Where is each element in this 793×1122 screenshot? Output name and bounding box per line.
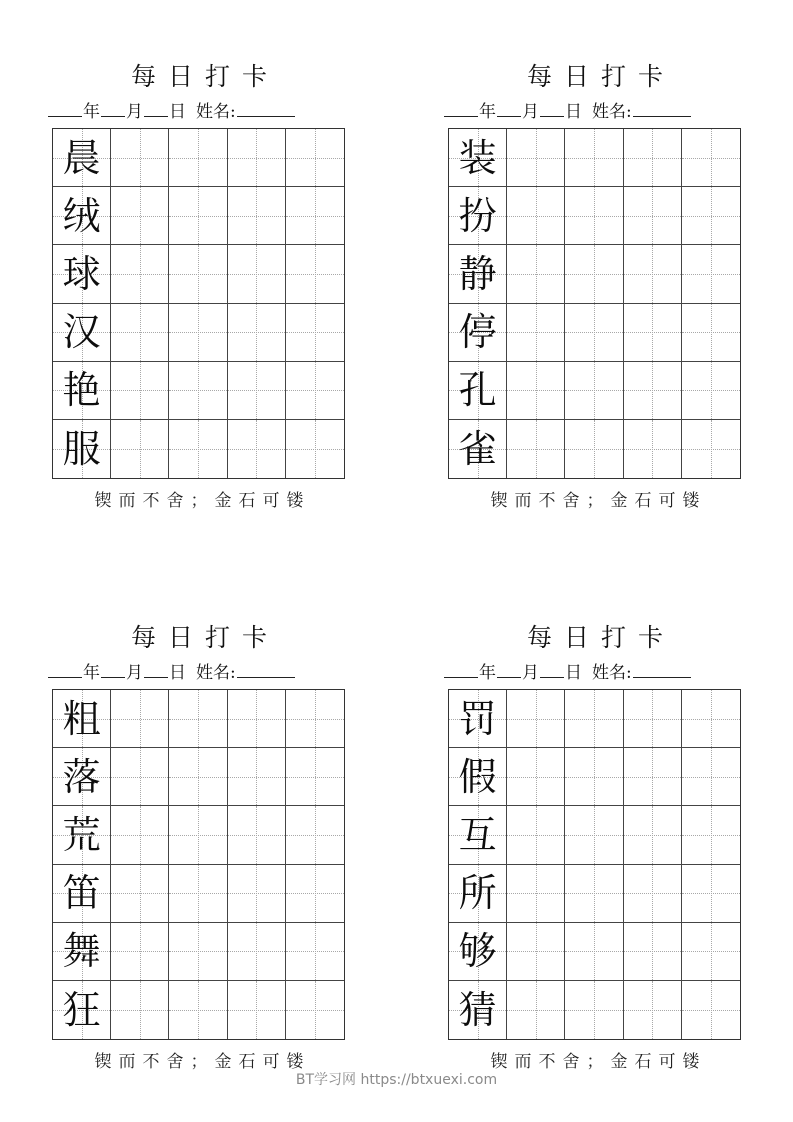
model-character-cell xyxy=(449,690,507,748)
writing-grid xyxy=(448,689,741,1040)
practice-cell[interactable] xyxy=(286,187,344,245)
model-character: 雀 xyxy=(458,426,497,471)
date-name-line xyxy=(48,98,348,122)
model-character-cell xyxy=(449,981,507,1039)
model-character-cell xyxy=(449,362,507,420)
practice-cell[interactable] xyxy=(507,806,565,864)
practice-cell[interactable] xyxy=(565,129,623,187)
practice-cell[interactable] xyxy=(624,981,682,1039)
model-character-cell xyxy=(53,981,111,1039)
practice-cell[interactable] xyxy=(169,865,227,923)
practice-cell[interactable] xyxy=(565,923,623,981)
model-character: 汉 xyxy=(62,310,101,355)
year-blank[interactable] xyxy=(444,98,478,117)
model-character: 孔 xyxy=(458,368,497,413)
practice-cell[interactable] xyxy=(228,420,286,478)
practice-cell[interactable] xyxy=(228,865,286,923)
practice-cell[interactable] xyxy=(507,362,565,420)
practice-cell[interactable] xyxy=(111,865,169,923)
practice-cell[interactable] xyxy=(507,923,565,981)
practice-cell[interactable] xyxy=(624,420,682,478)
practice-cell[interactable] xyxy=(169,129,227,187)
practice-cell[interactable] xyxy=(286,129,344,187)
practice-cell[interactable] xyxy=(286,690,344,748)
practice-cell[interactable] xyxy=(682,187,740,245)
date-name-line xyxy=(444,98,744,122)
writing-grid xyxy=(52,689,345,1040)
practice-cell[interactable] xyxy=(682,420,740,478)
practice-cell[interactable] xyxy=(111,690,169,748)
name-blank[interactable] xyxy=(237,659,295,678)
practice-cell[interactable] xyxy=(624,690,682,748)
model-character-cell xyxy=(449,923,507,981)
model-character: 落 xyxy=(62,754,101,799)
day-label: 日 xyxy=(169,102,186,122)
practice-cell[interactable] xyxy=(507,129,565,187)
model-character-cell xyxy=(53,304,111,362)
model-character-cell xyxy=(449,420,507,478)
month-label: 月 xyxy=(126,663,143,683)
month-label: 月 xyxy=(522,102,539,122)
practice-cell[interactable] xyxy=(682,865,740,923)
card-title: 每日打卡 xyxy=(526,62,675,91)
day-label: 日 xyxy=(565,102,582,122)
practice-cell[interactable] xyxy=(111,748,169,806)
model-character: 服 xyxy=(62,426,101,471)
practice-cell[interactable] xyxy=(228,806,286,864)
practice-cell[interactable] xyxy=(228,748,286,806)
model-character-cell xyxy=(449,129,507,187)
model-character-cell xyxy=(53,748,111,806)
practice-cell[interactable] xyxy=(565,690,623,748)
practice-cell[interactable] xyxy=(507,981,565,1039)
practice-cell[interactable] xyxy=(507,748,565,806)
model-character: 笛 xyxy=(62,871,101,916)
model-character-cell xyxy=(449,806,507,864)
practice-cell[interactable] xyxy=(507,245,565,303)
model-character: 艳 xyxy=(62,368,101,413)
practice-cell[interactable] xyxy=(682,129,740,187)
day-blank[interactable] xyxy=(540,98,564,117)
day-blank[interactable] xyxy=(144,659,168,678)
practice-cell[interactable] xyxy=(111,187,169,245)
model-character: 荒 xyxy=(62,812,101,857)
practice-cell[interactable] xyxy=(565,806,623,864)
practice-cell[interactable] xyxy=(286,806,344,864)
practice-cell[interactable] xyxy=(286,748,344,806)
practice-cell[interactable] xyxy=(228,690,286,748)
practice-cell[interactable] xyxy=(565,245,623,303)
practice-cell[interactable] xyxy=(111,806,169,864)
model-character-cell xyxy=(449,304,507,362)
practice-cell[interactable] xyxy=(228,923,286,981)
month-blank[interactable] xyxy=(101,659,125,678)
practice-cell[interactable] xyxy=(169,748,227,806)
model-character: 晨 xyxy=(62,135,101,180)
year-blank[interactable] xyxy=(444,659,478,678)
model-character: 互 xyxy=(458,812,497,857)
day-label: 日 xyxy=(565,663,582,683)
practice-cell[interactable] xyxy=(228,362,286,420)
practice-cell[interactable] xyxy=(286,981,344,1039)
name-label: 姓名: xyxy=(592,102,632,122)
practice-cell[interactable] xyxy=(507,420,565,478)
model-character: 狂 xyxy=(62,987,101,1032)
model-character: 静 xyxy=(458,251,497,296)
practice-cell[interactable] xyxy=(286,420,344,478)
practice-cell[interactable] xyxy=(228,304,286,362)
month-blank[interactable] xyxy=(497,659,521,678)
practice-cell[interactable] xyxy=(111,923,169,981)
practice-cell[interactable] xyxy=(624,129,682,187)
model-character-cell xyxy=(53,806,111,864)
day-blank[interactable] xyxy=(144,98,168,117)
practice-cell[interactable] xyxy=(507,187,565,245)
practice-cell[interactable] xyxy=(507,865,565,923)
practice-cell[interactable] xyxy=(111,420,169,478)
name-label: 姓名: xyxy=(196,102,236,122)
month-label: 月 xyxy=(522,663,539,683)
practice-cell[interactable] xyxy=(169,304,227,362)
watermark-footer: BT学习网 https://btxuexi.com xyxy=(295,1072,498,1088)
day-label: 日 xyxy=(169,663,186,683)
practice-cell[interactable] xyxy=(682,362,740,420)
practice-cell[interactable] xyxy=(286,865,344,923)
practice-cell[interactable] xyxy=(286,304,344,362)
model-character: 粗 xyxy=(62,696,101,741)
practice-cell[interactable] xyxy=(624,806,682,864)
practice-cell[interactable] xyxy=(624,748,682,806)
practice-cell[interactable] xyxy=(565,748,623,806)
name-blank[interactable] xyxy=(633,659,691,678)
name-blank[interactable] xyxy=(633,98,691,117)
practice-cell[interactable] xyxy=(286,362,344,420)
practice-cell[interactable] xyxy=(624,362,682,420)
year-blank[interactable] xyxy=(48,98,82,117)
practice-cell[interactable] xyxy=(624,187,682,245)
model-character-cell xyxy=(53,420,111,478)
practice-cell[interactable] xyxy=(507,690,565,748)
practice-cell[interactable] xyxy=(565,362,623,420)
motto: 锲而不舍；金石可镂 xyxy=(490,1052,707,1072)
practice-cell[interactable] xyxy=(228,981,286,1039)
date-name-line xyxy=(444,659,744,683)
practice-cell[interactable] xyxy=(565,981,623,1039)
model-character: 绒 xyxy=(62,193,101,238)
practice-cell[interactable] xyxy=(565,187,623,245)
practice-cell[interactable] xyxy=(228,187,286,245)
model-character: 罚 xyxy=(458,696,497,741)
practice-cell[interactable] xyxy=(111,245,169,303)
practice-cell[interactable] xyxy=(565,304,623,362)
model-character-cell xyxy=(53,129,111,187)
practice-cell[interactable] xyxy=(169,690,227,748)
name-blank[interactable] xyxy=(237,98,295,117)
motto: 锲而不舍；金石可镂 xyxy=(490,491,707,511)
practice-cell[interactable] xyxy=(228,129,286,187)
month-blank[interactable] xyxy=(497,98,521,117)
practice-cell[interactable] xyxy=(682,806,740,864)
practice-cell[interactable] xyxy=(228,245,286,303)
practice-cell[interactable] xyxy=(682,304,740,362)
model-character: 所 xyxy=(458,871,497,916)
card-title: 每日打卡 xyxy=(130,623,279,652)
practice-cell[interactable] xyxy=(111,362,169,420)
practice-cell[interactable] xyxy=(169,981,227,1039)
practice-cell[interactable] xyxy=(565,865,623,923)
motto: 锲而不舍；金石可镂 xyxy=(94,491,311,511)
practice-cell[interactable] xyxy=(565,420,623,478)
year-label: 年 xyxy=(479,102,496,122)
model-character-cell xyxy=(53,690,111,748)
model-character-cell xyxy=(53,362,111,420)
model-character-cell xyxy=(53,245,111,303)
practice-cell[interactable] xyxy=(624,865,682,923)
practice-cell[interactable] xyxy=(169,923,227,981)
month-blank[interactable] xyxy=(101,98,125,117)
card-title: 每日打卡 xyxy=(526,623,675,652)
model-character-cell xyxy=(449,187,507,245)
practice-cell[interactable] xyxy=(111,981,169,1039)
practice-cell[interactable] xyxy=(682,690,740,748)
writing-grid xyxy=(448,128,741,479)
model-character-cell xyxy=(449,748,507,806)
year-label: 年 xyxy=(479,663,496,683)
practice-cell[interactable] xyxy=(682,981,740,1039)
year-label: 年 xyxy=(83,663,100,683)
name-label: 姓名: xyxy=(592,663,632,683)
month-label: 月 xyxy=(126,102,143,122)
model-character: 够 xyxy=(458,929,497,974)
model-character-cell xyxy=(53,865,111,923)
practice-cell[interactable] xyxy=(682,923,740,981)
model-character: 停 xyxy=(458,310,497,355)
practice-cell[interactable] xyxy=(169,420,227,478)
model-character: 装 xyxy=(458,135,497,180)
model-character: 假 xyxy=(458,754,497,799)
day-blank[interactable] xyxy=(540,659,564,678)
motto: 锲而不舍；金石可镂 xyxy=(94,1052,311,1072)
practice-cell[interactable] xyxy=(682,748,740,806)
practice-cell[interactable] xyxy=(169,187,227,245)
model-character-cell xyxy=(449,865,507,923)
model-character-cell xyxy=(53,923,111,981)
name-label: 姓名: xyxy=(196,663,236,683)
model-character: 舞 xyxy=(62,929,101,974)
model-character: 球 xyxy=(62,251,101,296)
practice-cell[interactable] xyxy=(682,245,740,303)
practice-cell[interactable] xyxy=(169,806,227,864)
practice-cell[interactable] xyxy=(169,362,227,420)
model-character-cell xyxy=(449,245,507,303)
practice-cell[interactable] xyxy=(111,304,169,362)
practice-cell[interactable] xyxy=(169,245,227,303)
practice-cell[interactable] xyxy=(507,304,565,362)
year-label: 年 xyxy=(83,102,100,122)
model-character-cell xyxy=(53,187,111,245)
year-blank[interactable] xyxy=(48,659,82,678)
model-character: 扮 xyxy=(458,193,497,238)
practice-cell[interactable] xyxy=(286,245,344,303)
writing-grid xyxy=(52,128,345,479)
date-name-line xyxy=(48,659,348,683)
practice-cell[interactable] xyxy=(624,923,682,981)
practice-cell[interactable] xyxy=(286,923,344,981)
practice-cell[interactable] xyxy=(624,304,682,362)
practice-cell[interactable] xyxy=(624,245,682,303)
practice-cell[interactable] xyxy=(111,129,169,187)
model-character: 猜 xyxy=(458,987,497,1032)
card-title: 每日打卡 xyxy=(130,62,279,91)
